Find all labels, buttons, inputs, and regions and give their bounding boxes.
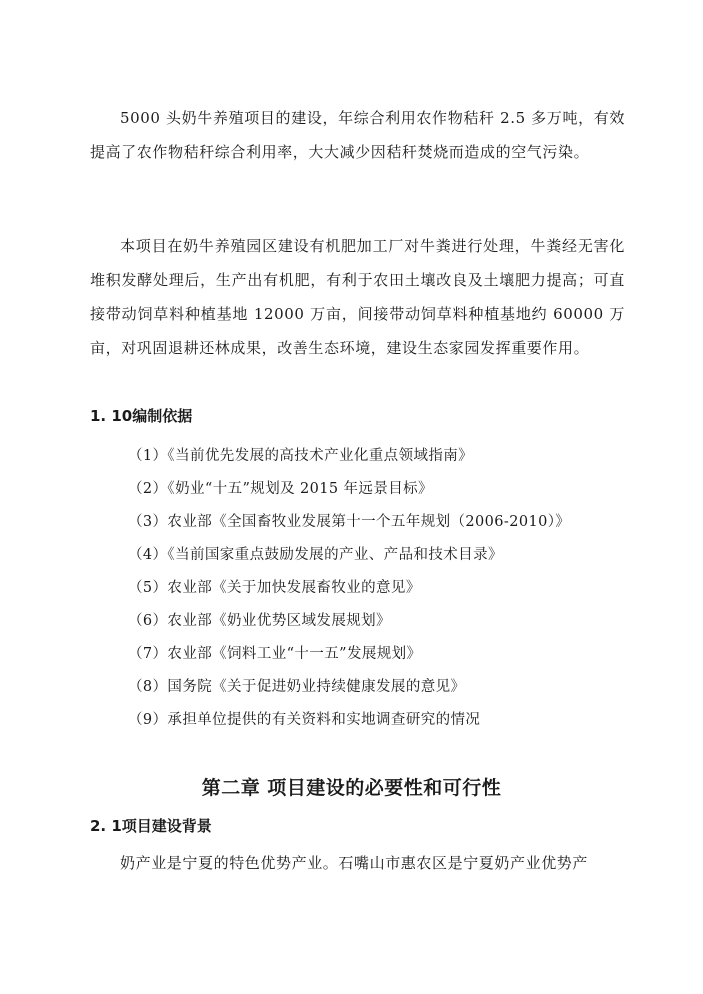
reference-item-3: （3）农业部《全国畜牧业发展第十一个五年规划（2006-2010）》 bbox=[128, 514, 571, 530]
reference-item-8: （8）国务院《关于促进奶业持续健康发展的意见》 bbox=[128, 679, 466, 695]
paragraph-straw-utilization: 5000 头奶牛养殖项目的建设，年综合利用农作物秸秆 2.5 多万吨，有效提高了农作物秸秆综合利用率，大大减少因秸秆焚烧而造成的空气污染。 bbox=[90, 109, 625, 161]
reference-item-4: （4）《当前国家重点鼓励发展的产业、产品和技术目录》 bbox=[128, 547, 503, 563]
section-heading-2-1: 2. 1项目建设背景 bbox=[90, 817, 212, 835]
reference-item-9: （9）承担单位提供的有关资料和实地调查研究的情况 bbox=[128, 712, 481, 728]
paragraph-organic-fertilizer: 本项目在奶牛养殖园区建设有机肥加工厂对牛粪进行处理，牛粪经无害化堆积发酵处理后，生产出有机肥，有利于农田土壤改良及土壤肥力提高；可直接带动饲草料种植基地 12000 万亩，间接带动饲草料种植基地约 60000 万亩，对巩固退耕还林成果，改善生态环境，建设生态家园发挥重要作用。 bbox=[90, 237, 625, 357]
paragraph-dairy-background: 奶产业是宁夏的特色优势产业。石嘴山市惠农区是宁夏奶产业优势产 bbox=[120, 854, 589, 872]
chapter-title: 第二章 项目建设的必要性和可行性 bbox=[201, 777, 502, 799]
reference-item-1: （1）《当前优先发展的高技术产业化重点领域指南》 bbox=[128, 448, 474, 464]
section-heading-1-10: 1. 10编制依据 bbox=[90, 407, 193, 425]
reference-item-5: （5）农业部《关于加快发展畜牧业的意见》 bbox=[128, 580, 421, 596]
reference-list bbox=[128, 440, 570, 737]
reference-item-2: （2）《奶业“十五”规划及 2015 年远景目标》 bbox=[128, 481, 433, 497]
reference-item-7: （7）农业部《饲料工业“十一五”发展规划》 bbox=[128, 646, 422, 662]
reference-item-6: （6）农业部《奶业优势区域发展规划》 bbox=[128, 613, 391, 629]
